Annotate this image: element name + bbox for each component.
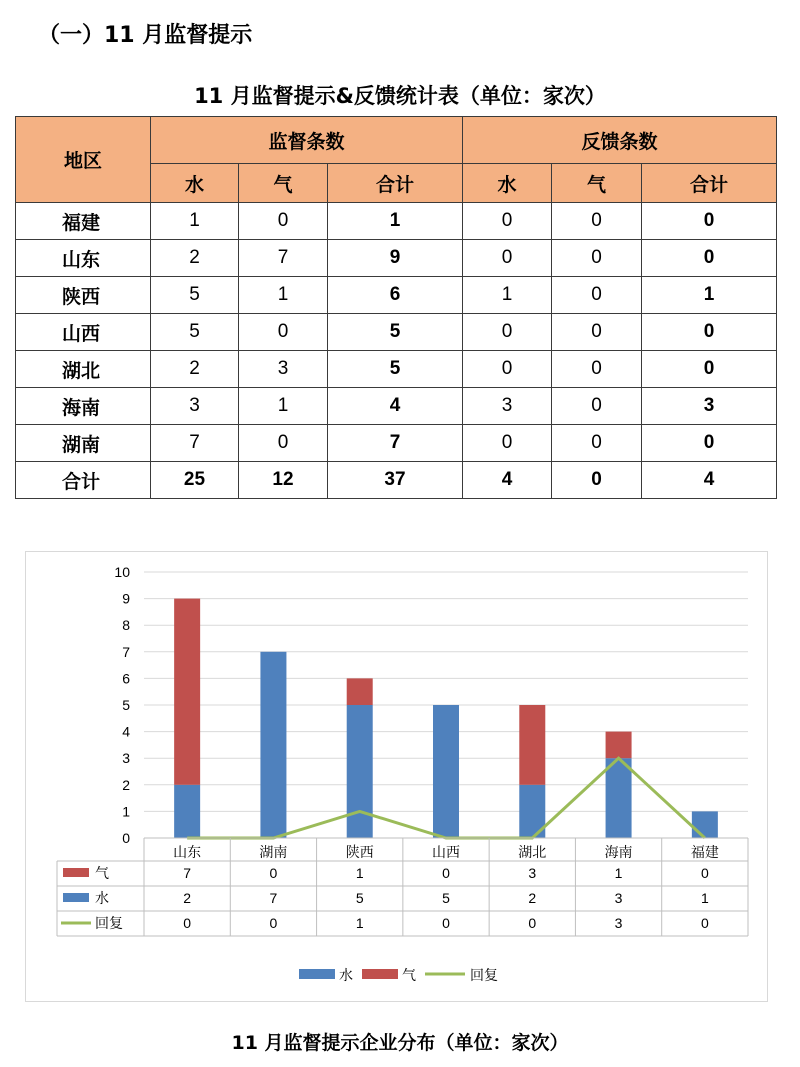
table-row [16,351,777,388]
region-cell: 陕西 [16,277,151,314]
value-cell: 5 [151,277,239,314]
value-cell: 0 [239,425,328,462]
data-label: 1 [700,890,709,906]
value-cell: 3 [151,388,239,425]
value-cell: 2 [151,351,239,388]
data-label: 2 [528,890,537,906]
value-cell: 0 [552,425,642,462]
value-cell: 7 [328,425,463,462]
data-label: 1 [355,865,364,881]
value-cell: 6 [328,277,463,314]
y-tick-label: 9 [122,590,130,607]
data-label: 7 [269,890,278,906]
value-cell: 0 [239,314,328,351]
value-cell: 0 [239,203,328,240]
data-label: 3 [614,890,623,906]
subheader-total: 合计 [328,164,463,203]
y-tick-label: 1 [122,803,130,820]
category-label: 陕西 [345,845,374,861]
data-label: 0 [269,865,278,881]
value-cell: 9 [328,240,463,277]
subheader-gas: 气 [552,164,642,203]
value-cell: 4 [328,388,463,425]
data-label: 5 [442,890,450,906]
data-label: 3 [528,865,537,881]
subheader-total: 合计 [642,164,777,203]
region-cell: 海南 [16,388,151,425]
table-row [16,277,777,314]
distribution-chart [26,552,769,1003]
region-cell: 山东 [16,240,151,277]
subheader-water: 水 [463,164,552,203]
category-label: 海南 [604,845,633,861]
bar-segment [606,758,632,838]
data-label: 0 [700,865,709,881]
value-cell: 0 [642,425,777,462]
value-cell: 12 [239,462,328,499]
value-cell: 1 [239,277,328,314]
header-feedback: 反馈条数 [463,117,777,164]
value-cell: 3 [642,388,777,425]
value-cell: 0 [552,314,642,351]
table-row [16,462,777,499]
value-cell: 1 [642,277,777,314]
data-label: 5 [355,890,364,906]
value-cell: 0 [463,314,552,351]
legend-label: 回复 [470,968,498,984]
value-cell: 4 [642,462,777,499]
data-label: 0 [442,865,450,881]
legend-label: 气 [402,968,416,984]
region-cell: 湖北 [16,351,151,388]
value-cell: 2 [151,240,239,277]
value-cell: 0 [552,240,642,277]
category-label: 山东 [173,845,202,861]
value-cell: 0 [642,240,777,277]
data-label: 0 [528,915,537,931]
value-cell: 7 [239,240,328,277]
table-row [16,425,777,462]
legend-label: 水 [339,968,353,984]
bar-segment [174,785,200,838]
table-title: 11 月监督提示&反馈统计表（单位：家次） [194,84,606,108]
y-tick-label: 5 [122,697,130,713]
value-cell: 0 [552,388,642,425]
data-table-series-label: 气 [95,866,109,882]
bar-segment [260,652,286,838]
table-row [16,203,777,240]
y-tick-label: 4 [122,723,130,740]
region-cell: 山西 [16,314,151,351]
y-tick-label: 0 [122,830,130,846]
bar-segment [606,732,632,759]
y-tick-label: 6 [122,670,130,687]
value-cell: 5 [328,314,463,351]
value-cell: 4 [463,462,552,499]
data-table-key [63,893,89,902]
data-label: 0 [183,915,192,931]
region-cell: 湖南 [16,425,151,462]
category-label: 湖南 [259,845,288,861]
legend-key [362,969,398,979]
bar-segment [347,678,373,705]
chart-caption: 11 月监督提示企业分布（单位：家次） [231,1032,569,1054]
category-label: 山西 [432,845,460,861]
value-cell: 25 [151,462,239,499]
data-table-key [63,868,89,877]
value-cell: 7 [151,425,239,462]
data-label: 1 [355,915,364,931]
bar-segment [433,705,459,838]
section-heading: （一）11 月监督提示 [38,23,253,48]
data-label: 0 [700,915,709,931]
data-label: 2 [183,890,192,906]
value-cell: 0 [642,351,777,388]
value-cell: 0 [463,351,552,388]
y-tick-label: 8 [122,617,130,634]
value-cell: 0 [552,277,642,314]
table-row [16,388,777,425]
chart-frame [25,551,768,1002]
data-label: 0 [269,915,278,931]
bar-segment [692,811,718,838]
stats-table [15,116,777,499]
value-cell: 0 [552,462,642,499]
category-label: 福建 [690,845,719,861]
table-row [16,314,777,351]
region-cell: 福建 [16,203,151,240]
subheader-gas: 气 [239,164,328,203]
value-cell: 1 [328,203,463,240]
value-cell: 0 [552,351,642,388]
value-cell: 0 [642,203,777,240]
category-label: 湖北 [518,845,547,861]
y-tick-label: 7 [122,643,130,660]
value-cell: 0 [463,203,552,240]
bar-segment [174,599,200,785]
table-row [16,240,777,277]
subheader-water: 水 [151,164,239,203]
value-cell: 37 [328,462,463,499]
region-cell: 合计 [16,462,151,499]
value-cell: 3 [463,388,552,425]
header-supervision: 监督条数 [151,117,463,164]
legend-key [299,969,335,979]
data-label: 7 [183,865,192,881]
bar-segment [519,705,545,785]
y-tick-label: 2 [122,776,130,793]
value-cell: 1 [239,388,328,425]
data-table-series-label: 水 [95,891,109,907]
header-region: 地区 [16,117,151,203]
y-tick-label: 10 [114,564,130,580]
y-tick-label: 3 [122,750,130,767]
value-cell: 3 [239,351,328,388]
value-cell: 5 [328,351,463,388]
value-cell: 0 [463,240,552,277]
value-cell: 0 [552,203,642,240]
data-label: 3 [614,915,623,931]
data-label: 0 [442,915,450,931]
value-cell: 1 [463,277,552,314]
value-cell: 5 [151,314,239,351]
value-cell: 1 [151,203,239,240]
value-cell: 0 [642,314,777,351]
value-cell: 0 [463,425,552,462]
bar-segment [347,705,373,838]
data-table-series-label: 回复 [95,916,123,932]
data-label: 1 [614,865,623,881]
